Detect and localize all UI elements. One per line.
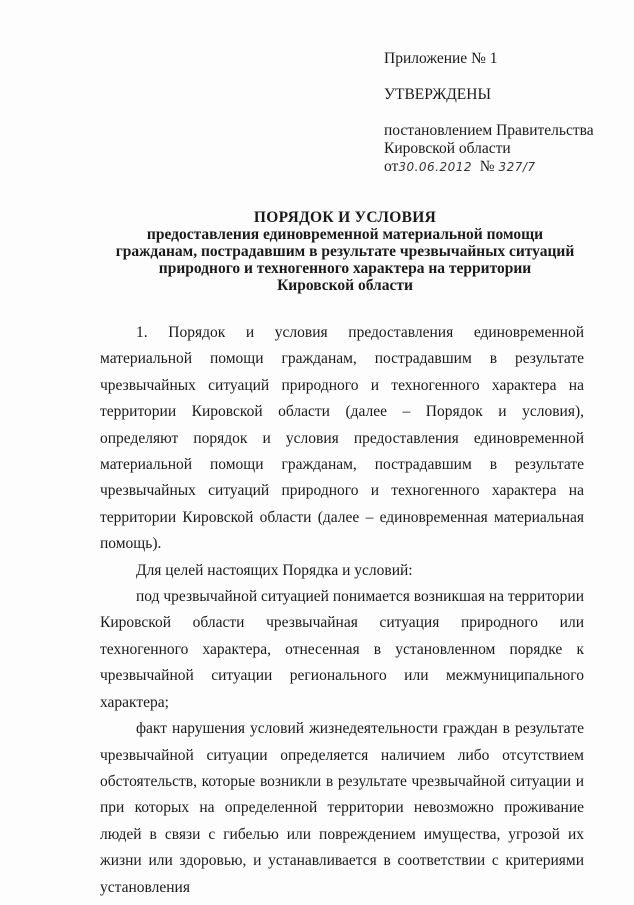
handwritten-number: 327/7 <box>498 160 536 174</box>
approved-by-line2: Кировской области <box>384 140 511 157</box>
title-main: ПОРЯДОК И УСЛОВИЯ <box>253 209 437 226</box>
number-prefix: № <box>479 158 495 175</box>
document-title <box>100 209 590 294</box>
appendix-label: Приложение № 1 <box>384 50 498 67</box>
title-sub-line2: гражданам, пострадавшим в результате чрезвычайных ситуаций <box>115 243 575 260</box>
document-body <box>100 320 584 901</box>
date-prefix: от <box>384 158 399 175</box>
approved-label: УТВЕРЖДЕНЫ <box>384 86 491 103</box>
paragraph-3: под чрезвычайной ситуацией понимается возникшая на территории Кировской области чрезвычайная ситуация природного или техногенного характера, отнесенная в установленном порядке к чрезвычайной ситуации регионального или межмуниципального характера; <box>100 588 584 711</box>
title-sub-line3: природного и техногенного характера на территории <box>158 260 532 277</box>
paragraph-1: 1. Порядок и условия предоставления единовременной материальной помощи гражданам, пострадавшим в результате чрезвычайных ситуаций природного и техногенного характера на территории Кировской области (далее – Порядок и условия), определяют порядок и условия предоставления единовременной материальной помощи гражданам, пострадавшим в результате чрезвычайных ситуаций природного и техногенного характера на территории Кировской области (далее – единовременная материальная помощь). <box>100 324 584 553</box>
handwritten-date: 30.06.2012 <box>398 160 473 174</box>
paragraph-2: Для целей настоящих Порядка и условий: <box>136 561 413 579</box>
paragraph-4: факт нарушения условий жизнедеятельности граждан в результате чрезвычайной ситуации определяется наличием либо отсутствием обстоятельств, которые возникли в результате чрезвычайной ситуации и при которых на определенной территории невозможно проживание людей в связи с гибелью или повреждением имущества, угрозой их жизни или здоровью, и устанавливается в соответствии с критериями установления <box>100 720 584 896</box>
approved-by-line1: постановлением Правительства <box>384 122 594 139</box>
title-sub-line1: предоставления единовременной материальной помощи <box>146 226 544 243</box>
approval-stamp-block <box>384 50 594 176</box>
title-sub-line4: Кировской области <box>277 277 413 294</box>
date-number-line <box>384 158 594 176</box>
